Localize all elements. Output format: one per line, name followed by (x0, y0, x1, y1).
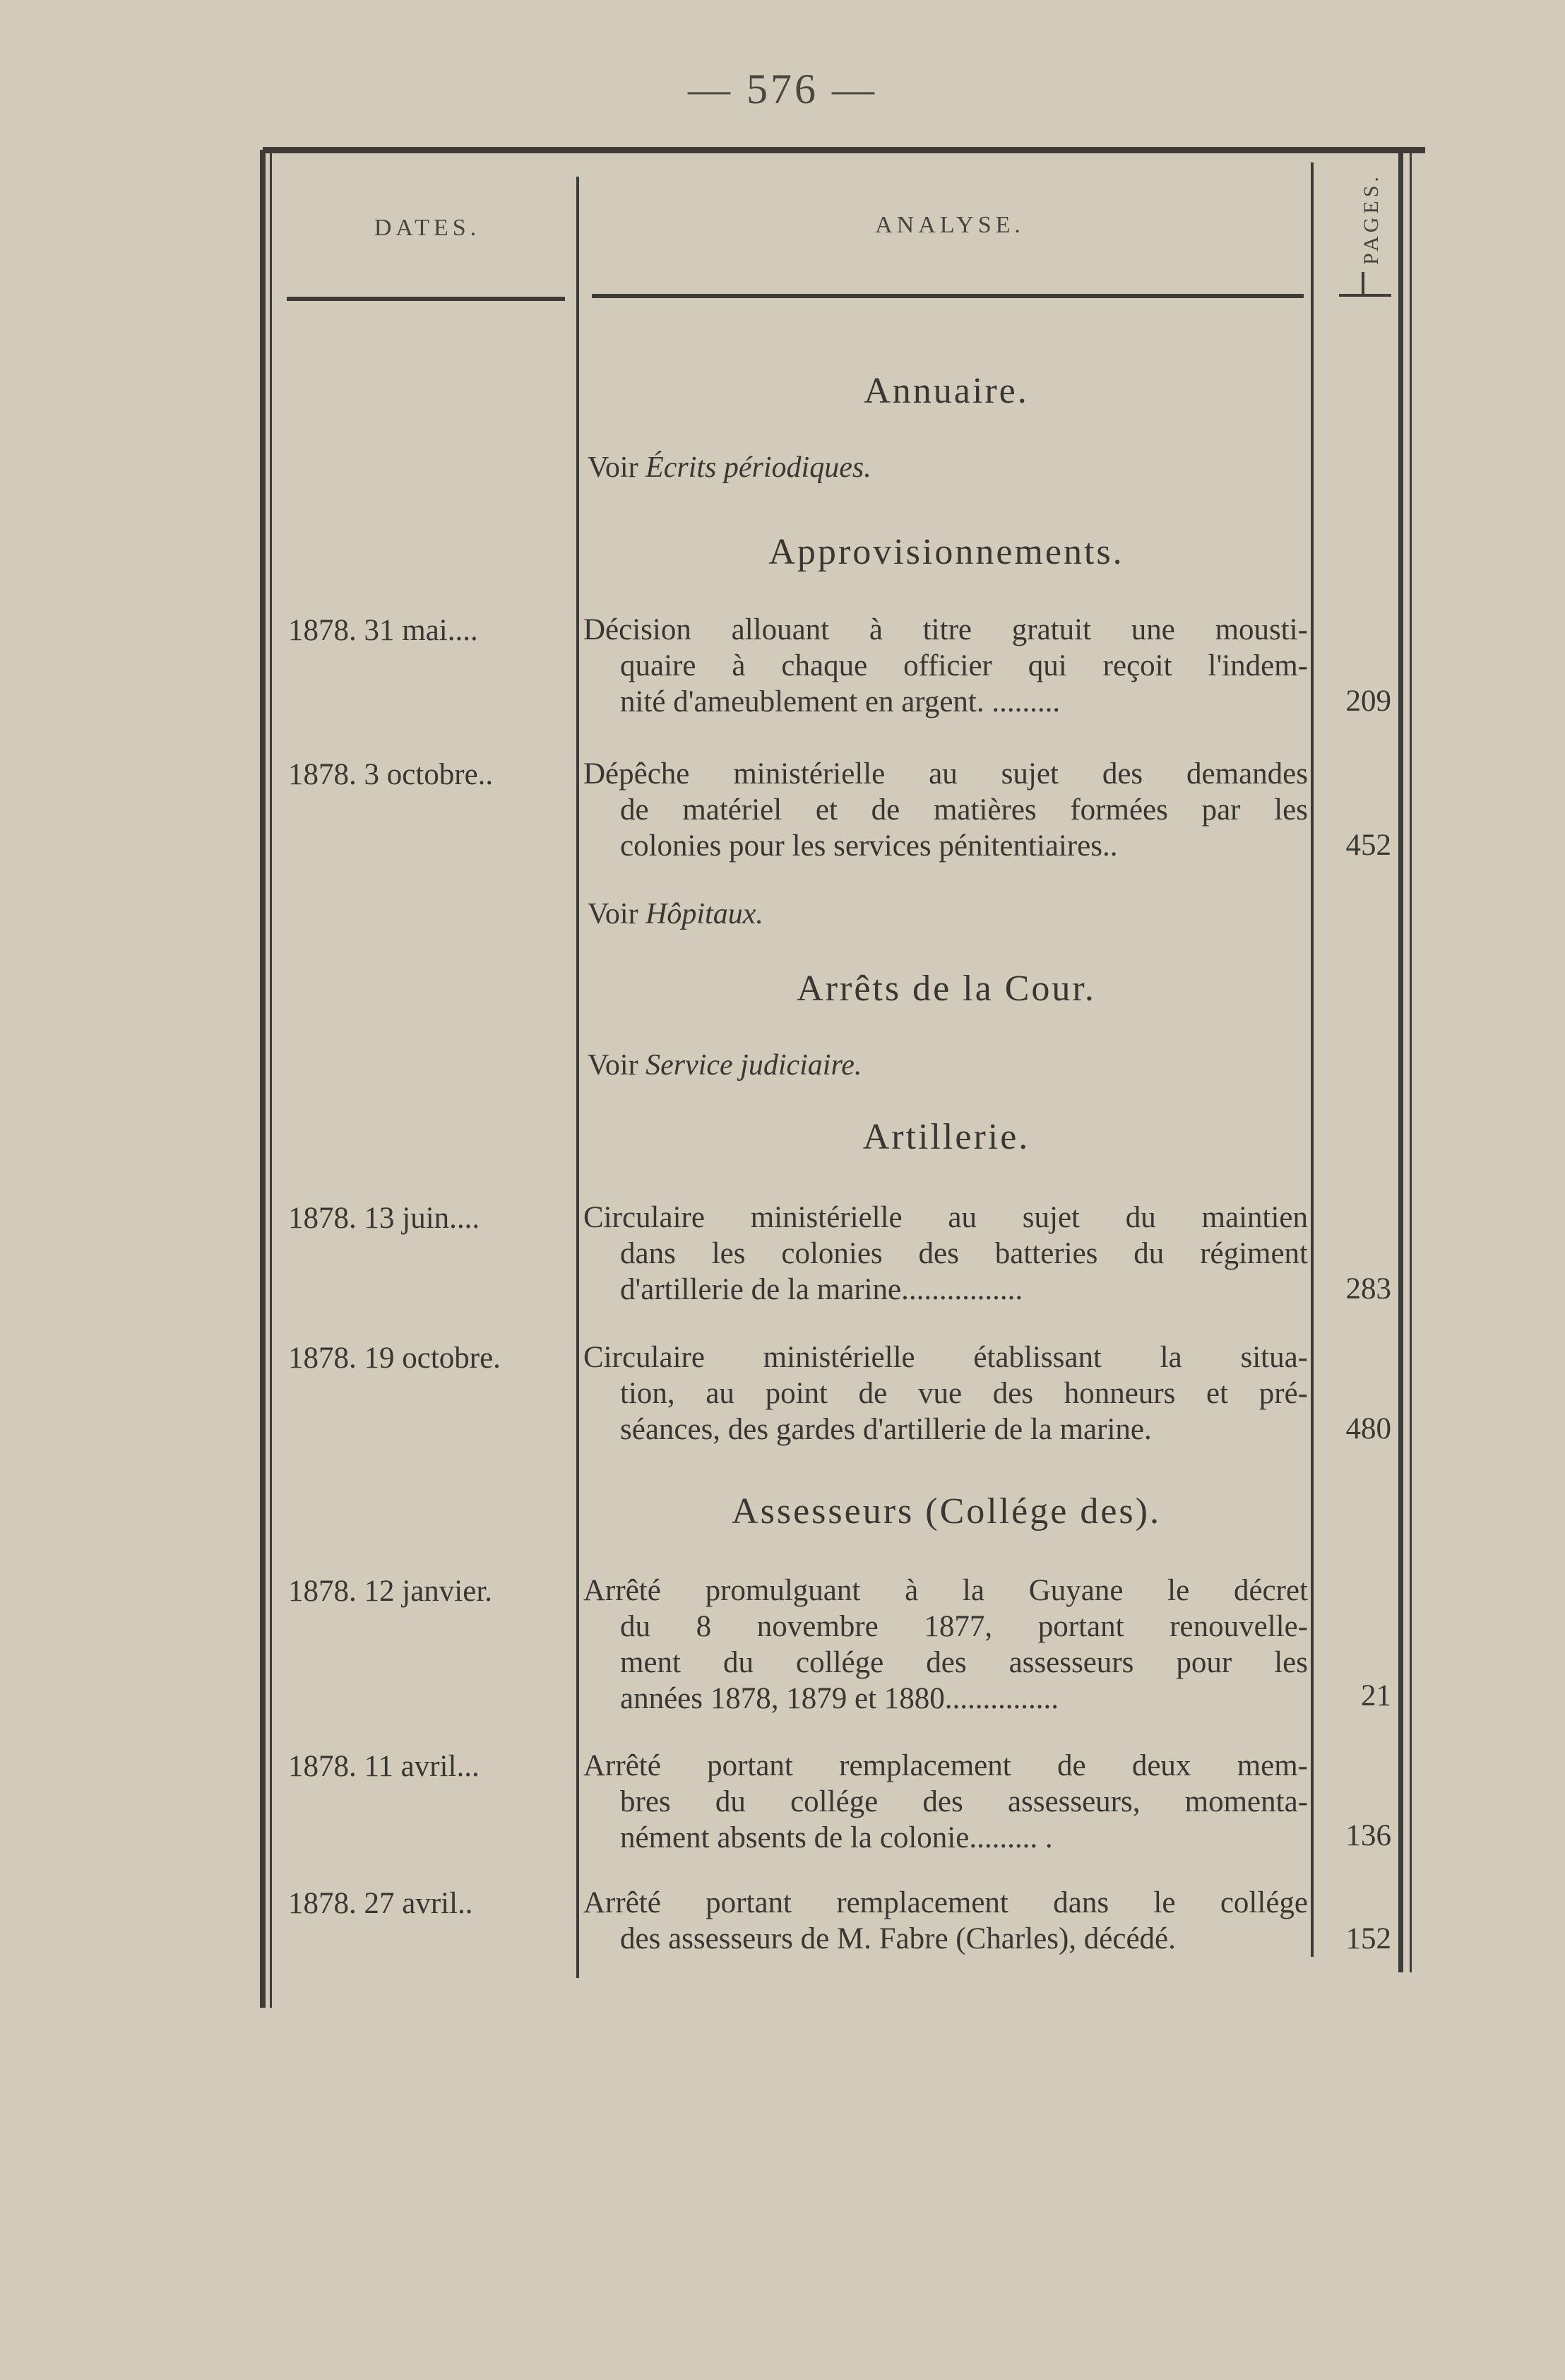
page-reference: 452 (1345, 829, 1391, 862)
entry-line: Arrêté portant remplacement de deux mem- (583, 1749, 1308, 1782)
entry-line: Circulaire ministérielle au sujet du maintien (583, 1201, 1308, 1234)
pages-column-header: PAGES. (1359, 173, 1383, 265)
page-reference: 21 (1361, 1679, 1391, 1712)
cross-reference (588, 897, 763, 931)
page-reference: 136 (1345, 1819, 1391, 1852)
voir-reference: Écrits périodiques. (645, 451, 871, 484)
entry-line: d'artillerie de la marine................ (620, 1273, 1023, 1306)
entry-line: de matériel et de matières formées par les (620, 793, 1308, 827)
entry-line: nité d'ameublement en argent. ......... (620, 685, 1061, 718)
analyse-header-underline (592, 294, 1304, 298)
entry-line: Décision allouant à titre gratuit une mousti- (583, 613, 1308, 646)
entry-analysis (583, 1339, 1308, 1447)
entry-line: Arrêté promulguant à la Guyane le décret (583, 1574, 1308, 1607)
section-title-approvisionnements: Approvisionnements. (768, 532, 1124, 572)
entry-date: 1878. 12 janvier. (288, 1575, 493, 1608)
table-right-rule-outer (1410, 150, 1412, 1972)
section-title-annuaire: Annuaire. (864, 371, 1029, 411)
voir-label: Voir (588, 451, 638, 484)
voir-label: Voir (588, 898, 638, 930)
page-reference: 283 (1345, 1272, 1391, 1306)
entry-line: des assesseurs de M. Fabre (Charles), décédé. (620, 1922, 1176, 1955)
table-left-rule-inner (270, 150, 272, 2008)
pages-header-underline (1339, 294, 1391, 297)
entry-line: du 8 novembre 1877, portant renouvelle- (620, 1610, 1308, 1643)
page-reference: 152 (1345, 1922, 1391, 1955)
voir-label: Voir (588, 1049, 638, 1082)
dates-header-underline (287, 297, 565, 301)
entry-date: 1878. 3 octobre.. (288, 758, 494, 791)
page-number: — 576 — (688, 66, 877, 112)
voir-reference: Hôpitaux. (645, 898, 763, 930)
entry-line: séances, des gardes d'artillerie de la marine. (620, 1413, 1152, 1446)
entry-date: 1878. 19 octobre. (288, 1342, 501, 1375)
pages-header-mark (1362, 272, 1364, 297)
section-title-artillerie: Artillerie. (862, 1117, 1030, 1157)
page-reference: 209 (1345, 685, 1391, 718)
entry-analysis (583, 1573, 1308, 1717)
analyse-column-header: ANALYSE. (875, 212, 1025, 238)
cross-reference (588, 451, 871, 485)
entry-analysis (583, 612, 1308, 720)
entry-line: Dépêche ministérielle au sujet des demandes (583, 757, 1308, 791)
section-title-assesseurs: Assesseurs (Collége des). (732, 1491, 1161, 1532)
entry-analysis (583, 1748, 1308, 1856)
entry-line: tion, au point de vue des honneurs et pré- (620, 1377, 1308, 1410)
entry-line: Circulaire ministérielle établissant la situa- (583, 1341, 1308, 1374)
entry-line: dans les colonies des batteries du régiment (620, 1237, 1308, 1270)
entry-date: 1878. 11 avril... (288, 1750, 480, 1783)
dates-column-header: DATES. (374, 215, 481, 241)
entry-analysis (583, 1885, 1308, 1957)
entry-date: 1878. 27 avril.. (288, 1887, 473, 1920)
entry-line: bres du collége des assesseurs, momenta- (620, 1785, 1308, 1818)
entry-date: 1878. 13 juin.... (288, 1202, 480, 1235)
entry-line: quaire à chaque officier qui reçoit l'indem- (620, 649, 1308, 682)
entry-date: 1878. 31 mai.... (288, 614, 478, 647)
entry-analysis (583, 756, 1308, 864)
entry-line: colonies pour les services pénitentiaires.. (620, 829, 1118, 863)
entry-line: nément absents de la colonie......... . (620, 1821, 1053, 1854)
entry-line: années 1878, 1879 et 1880............... (620, 1682, 1059, 1715)
entry-line: ment du collége des assesseurs pour les (620, 1646, 1308, 1679)
page-reference: 480 (1345, 1412, 1391, 1445)
table-left-rule (260, 150, 266, 2008)
dates-column-rule (576, 177, 579, 1978)
section-title-arrets-de-la-cour: Arrêts de la Cour. (797, 969, 1096, 1009)
voir-reference: Service judiciaire. (645, 1049, 862, 1082)
table-top-rule (263, 147, 1425, 153)
cross-reference (588, 1048, 862, 1082)
entry-line: Arrêté portant remplacement dans le collége (583, 1886, 1308, 1919)
table-right-rule (1398, 150, 1403, 1972)
entry-analysis (583, 1200, 1308, 1308)
